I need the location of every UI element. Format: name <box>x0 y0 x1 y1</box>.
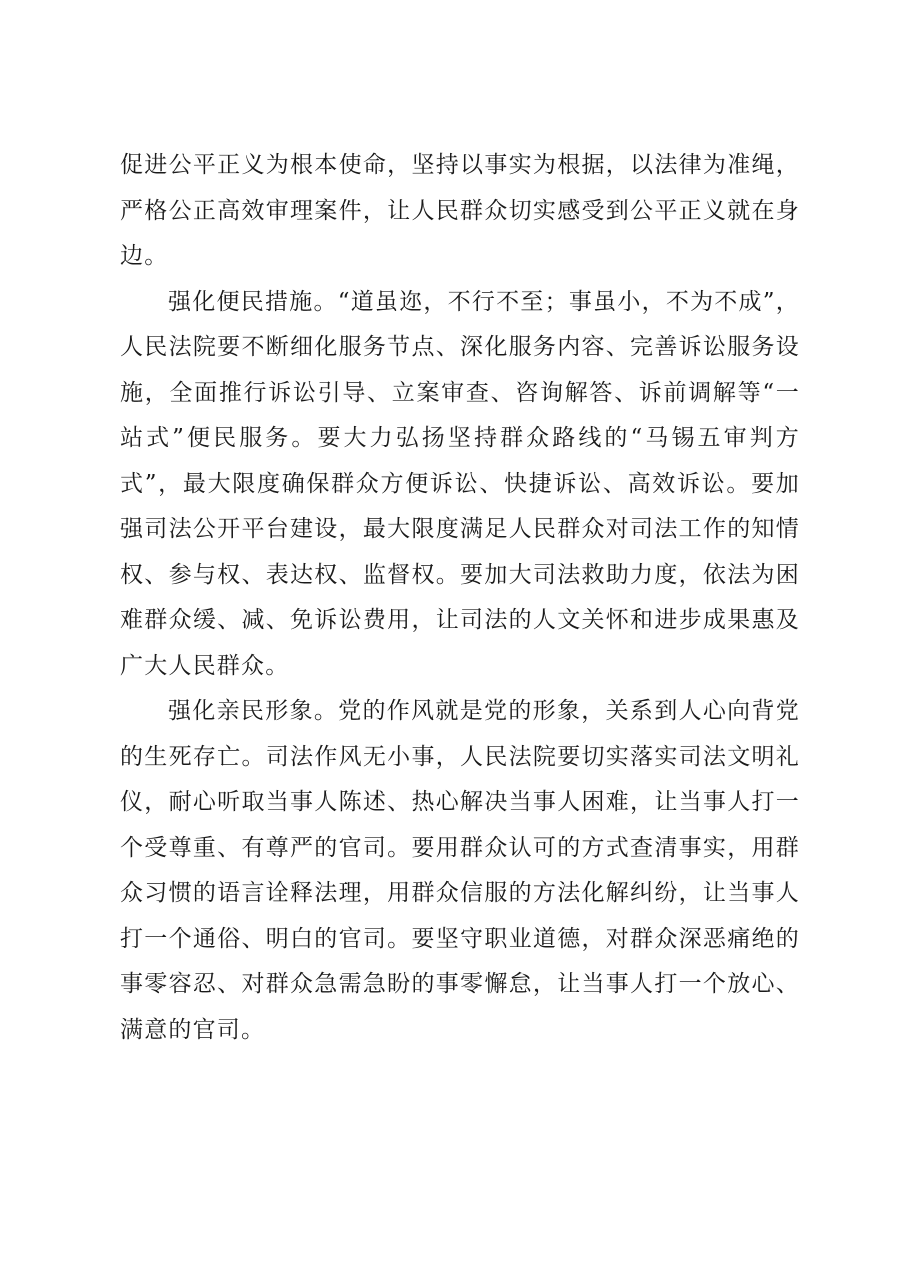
paragraph-people-friendly-image: 强化亲民形象。党的作风就是党的形象，关系到人心向背党的生死存亡。司法作风无小事，人民法院要切实落实司法文明礼仪，耐心听取当事人陈述、热心解决当事人困难，让当事人打一个受尊重、有尊严的官司。要用群众认可的方式查清事实，用群众习惯的语言诠释法理，用群众信服的方法化解纠纷，让当事人打一个通俗、明白的官司。要坚守职业道德，对群众深恶痛绝的事零容忍、对群众急需急盼的事零懈怠，让当事人打一个放心、满意的官司。 <box>120 698 800 1043</box>
document-body <box>120 143 800 1053</box>
paragraph-continued: 促进公平正义为根本使命，坚持以事实为根据，以法律为准绳，严格公正高效审理案件，让人民群众切实感受到公平正义就在身边。 <box>120 152 800 269</box>
paragraph-convenience-measures: 强化便民措施。“道虽迩，不行不至；事虽小，不为不成”，人民法院要不断细化服务节点、深化服务内容、完善诉讼服务设施，全面推行诉讼引导、立案审查、咨询解答、诉前调解等“一站式”便民服务。要大力弘扬坚持群众路线的“马锡五审判方式”，最大限度确保群众方便诉讼、快捷诉讼、高效诉讼。要加强司法公开平台建设，最大限度满足人民群众对司法工作的知情权、参与权、表达权、监督权。要加大司法救助力度，依法为困难群众缓、减、免诉讼费用，让司法的人文关怀和进步成果惠及广大人民群众。 <box>120 288 800 679</box>
